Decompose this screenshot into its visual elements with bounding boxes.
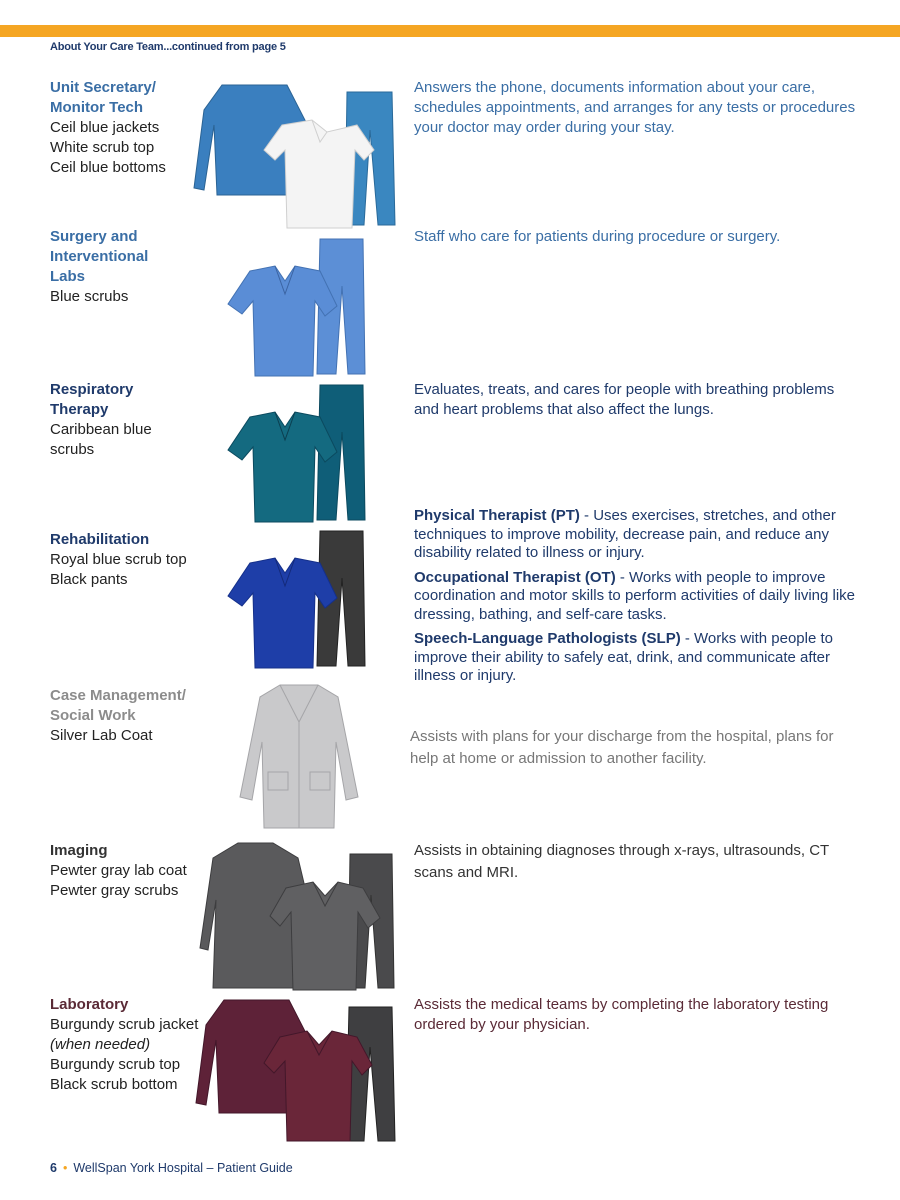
section-title: Rehabilitation bbox=[50, 531, 150, 548]
attire-line: Pewter gray lab coat bbox=[50, 862, 187, 879]
role-slp bbox=[414, 630, 859, 686]
footer-separator: • bbox=[62, 1161, 68, 1175]
section-title: Respiratory bbox=[50, 381, 134, 398]
attire-line: Ceil blue jackets bbox=[50, 119, 160, 136]
section-label-respiratory bbox=[50, 380, 210, 460]
footer-text: WellSpan York Hospital – Patient Guide bbox=[73, 1161, 293, 1175]
section-title: Labs bbox=[50, 268, 86, 285]
attire-line: Ceil blue bottoms bbox=[50, 159, 166, 176]
section-title: Imaging bbox=[50, 842, 108, 859]
uniform-jacket-top-pants-icon bbox=[192, 995, 397, 1145]
attire-line: Blue scrubs bbox=[50, 288, 129, 305]
section-title: Laboratory bbox=[50, 996, 129, 1013]
continued-header: About Your Care Team...continued from page 5 bbox=[50, 41, 286, 53]
role-text: - Works with people to improve their ability to safely eat, drink, and communicate after illness or injury. bbox=[414, 630, 833, 684]
section-label-imaging bbox=[50, 841, 210, 901]
attire-line: Burgundy scrub jacket bbox=[50, 1016, 199, 1033]
section-description: Answers the phone, documents information about your care, schedules appointments, and arranges for any tests or procedures your doctor may order during your stay. bbox=[414, 79, 856, 136]
uniform-scrubs-icon bbox=[225, 528, 370, 670]
uniform-jacket-top-pants-icon bbox=[192, 80, 397, 232]
uniform-coat-top-pants-icon bbox=[198, 840, 398, 992]
section-title: Therapy bbox=[50, 401, 109, 418]
section-description: Evaluates, treats, and cares for people with breathing problems and heart problems that also affect the lungs. bbox=[414, 381, 835, 418]
section-description: Assists in obtaining diagnoses through x-rays, ultrasounds, CT scans and MRI. bbox=[414, 842, 829, 881]
uniform-scrubs-icon bbox=[225, 382, 370, 524]
page-footer bbox=[50, 1161, 293, 1175]
section-title: Interventional bbox=[50, 248, 149, 265]
lab-coat-icon bbox=[238, 682, 360, 832]
section-label-surgery bbox=[50, 227, 210, 307]
attire-line: Pewter gray scrubs bbox=[50, 882, 179, 899]
role-name: Physical Therapist (PT) bbox=[414, 507, 580, 524]
section-title: Case Management/ bbox=[50, 687, 186, 704]
role-text: - Works with people to improve coordination and motor skills to perform activities of daily living like dressing, bathing, and self-care tasks. bbox=[414, 568, 856, 623]
attire-note: (when needed) bbox=[50, 1036, 151, 1053]
section-title: Social Work bbox=[50, 707, 136, 724]
attire-line: Silver Lab Coat bbox=[50, 727, 153, 744]
rehab-roles bbox=[414, 507, 859, 692]
attire-line: Burgundy scrub top bbox=[50, 1056, 181, 1073]
attire-line: Royal blue scrub top bbox=[50, 551, 187, 568]
attire-line: Black scrub bottom bbox=[50, 1076, 178, 1093]
section-label-rehabilitation bbox=[50, 530, 210, 590]
attire-line: White scrub top bbox=[50, 139, 155, 156]
section-description: Assists the medical teams by completing the laboratory testing ordered by your physician. bbox=[414, 996, 829, 1033]
section-title: Unit Secretary/ bbox=[50, 79, 156, 96]
attire-line: scrubs bbox=[50, 441, 95, 458]
role-name: Occupational Therapist (OT) bbox=[414, 568, 616, 586]
page-number: 6 bbox=[50, 1161, 57, 1175]
attire-line: Black pants bbox=[50, 571, 128, 588]
section-label-unit-secretary bbox=[50, 78, 210, 178]
role-ot bbox=[414, 569, 859, 625]
section-title: Surgery and bbox=[50, 228, 138, 245]
role-pt bbox=[414, 507, 859, 563]
role-text: - Uses exercises, stretches, and other techniques to improve mobility, decrease pain, and reduce any disability related to illness or injury. bbox=[414, 507, 836, 561]
section-title: Monitor Tech bbox=[50, 99, 144, 116]
role-name: Speech-Language Pathologists (SLP) bbox=[414, 630, 681, 647]
uniform-scrubs-icon bbox=[225, 236, 370, 378]
section-label-case-management bbox=[50, 686, 210, 746]
attire-line: Caribbean blue bbox=[50, 421, 152, 438]
section-description: Staff who care for patients during procedure or surgery. bbox=[414, 228, 781, 245]
accent-bar bbox=[0, 25, 900, 37]
section-description: Assists with plans for your discharge from the hospital, plans for help at home or admission to another facility. bbox=[410, 728, 834, 767]
section-label-laboratory bbox=[50, 995, 210, 1095]
